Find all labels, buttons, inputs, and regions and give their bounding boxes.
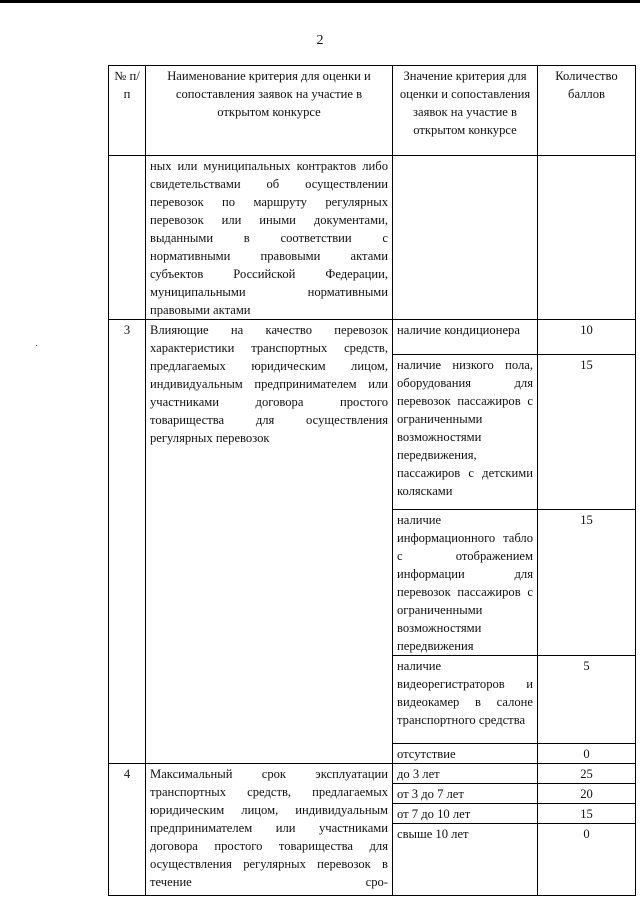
criterion-3-row [109, 320, 636, 355]
criterion-4-row [109, 764, 636, 784]
criterion-3-option-points: 15 [538, 355, 636, 510]
page-top-border [0, 0, 640, 3]
criteria-table [108, 65, 636, 896]
criterion-3-num: 3 [109, 320, 146, 764]
criterion-3-option-points: 15 [538, 510, 636, 656]
continuation-value [393, 156, 538, 320]
continuation-points [538, 156, 636, 320]
criterion-3-option-value: наличие информационного табло с отображением информации для перевозок пассажиров с ограниченными возможностями передвижения [393, 510, 538, 656]
criterion-3-option-points: 10 [538, 320, 636, 355]
criterion-3-option-value: отсутствие [393, 744, 538, 764]
criterion-4-option-value: до 3 лет [393, 764, 538, 784]
criterion-4-option-value: от 3 до 7 лет [393, 784, 538, 804]
criterion-3-option-value: наличие кондиционера [393, 320, 538, 355]
header-name: Наименование критерия для оценки и сопоставления заявок на участие в открытом конкурсе [146, 66, 393, 156]
criterion-4-name: Максимальный срок эксплуатации транспортных средств, предлагаемых юридическим лицом, индивидуальным предпринимателем или участниками договора простого товарищества для осуществления регулярных перевозок в течение сро- [146, 764, 393, 896]
criterion-4-option-points: 15 [538, 804, 636, 824]
criterion-4-num: 4 [109, 764, 146, 896]
criterion-4-option-points: 0 [538, 824, 636, 896]
criterion-3-option-value: наличие низкого пола, оборудования для перевозок пассажиров с ограниченными возможностями передвижения, пассажиров с детскими колясками [393, 355, 538, 510]
criterion-3-name: Влияющие на качество перевозок характеристики транспортных средств, предлагаемых юридическим лицом, индивидуальным предпринимателем или участниками договора простого товарищества для осуществления регулярных перевозок [146, 320, 393, 764]
continuation-text: ных или муниципальных контрактов либо свидетельствами об осуществлении перевозок по маршруту регулярных перевозок или иными документами, выданными в соответствии с нормативными правовыми актами субъектов Российской Федерации, муниципальными нормативными правовыми актами [146, 156, 393, 320]
criterion-4-option-value: от 7 до 10 лет [393, 804, 538, 824]
criterion-4-option-points: 20 [538, 784, 636, 804]
margin-mark [36, 345, 37, 346]
header-value: Значение критерия для оценки и сопоставления заявок на участие в открытом конкурсе [393, 66, 538, 156]
criterion-4-option-value: свыше 10 лет [393, 824, 538, 896]
criterion-3-option-points: 5 [538, 656, 636, 744]
criterion-4-option-points: 25 [538, 764, 636, 784]
header-points: Количество баллов [538, 66, 636, 156]
header-num: № п/п [109, 66, 146, 156]
continuation-row [109, 156, 636, 320]
criterion-3-option-points: 0 [538, 744, 636, 764]
criterion-3-option-value: наличие видеорегистраторов и видеокамер в салоне транспортного средства [393, 656, 538, 744]
page-number: 2 [316, 33, 324, 48]
header-row [109, 66, 636, 156]
continuation-num [109, 156, 146, 320]
